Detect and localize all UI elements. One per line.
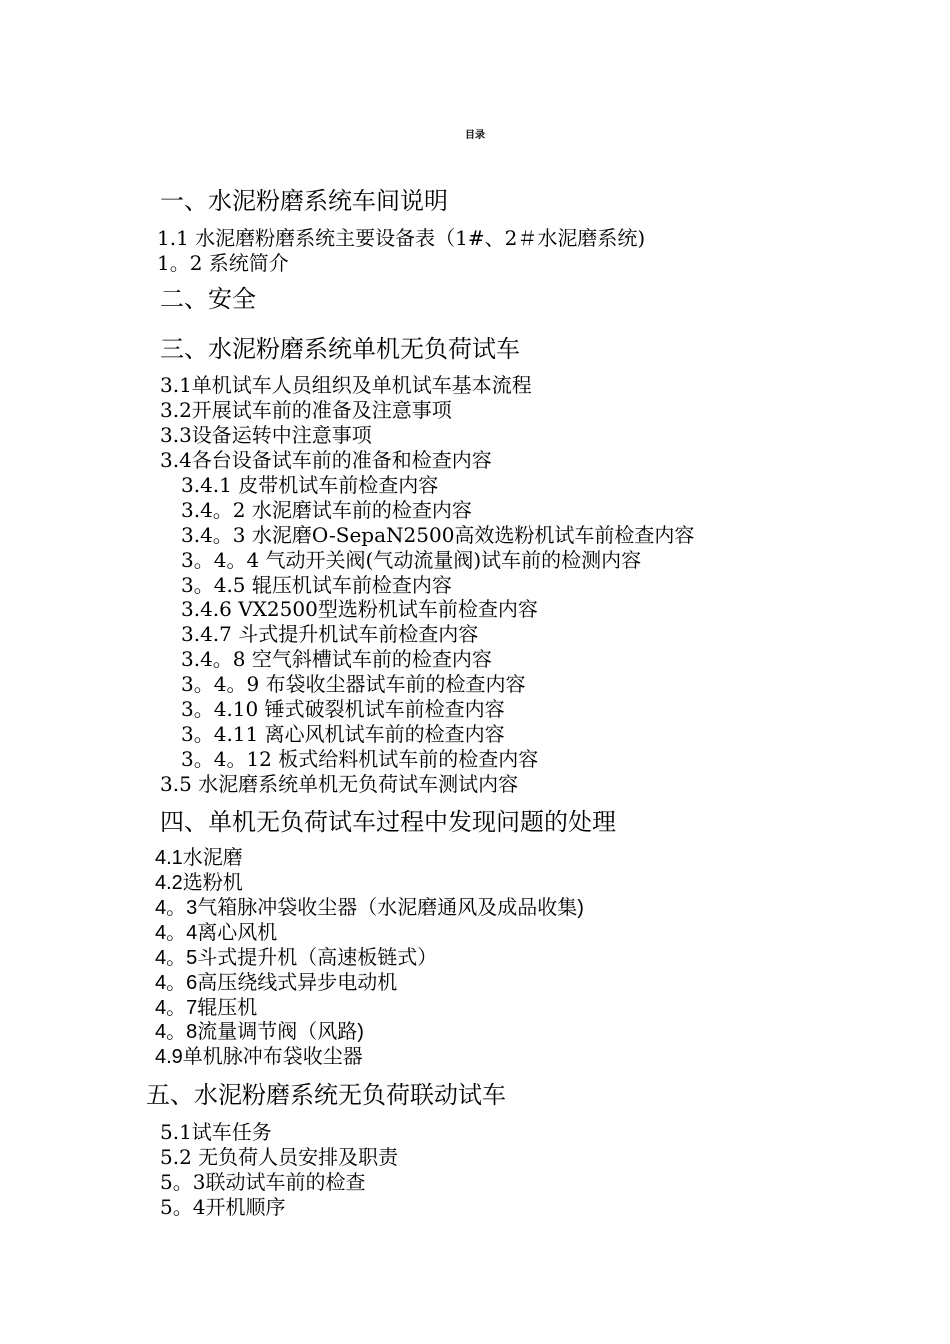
toc-item-3-4-12: 3。4。12 板式给料机试车前的检查内容 — [181, 747, 539, 771]
toc-item-4-6: 4。6高压绕线式异步电动机 — [155, 972, 398, 994]
toc-chapter-1: 一、水泥粉磨系统车间说明 — [160, 187, 448, 215]
toc-item-3-4-7: 3.4.7 斗式提升机试车前检查内容 — [181, 622, 479, 646]
toc-item-3-1: 3.1单机试车人员组织及单机试车基本流程 — [160, 373, 532, 397]
toc-item-4-9: 4.9单机脉冲布袋收尘器 — [155, 1046, 363, 1068]
toc-item-5-1: 5.1试车任务 — [160, 1120, 272, 1144]
toc-item-1-1: 1.1 水泥磨粉磨系统主要设备表（1#、2＃水泥磨系统) — [157, 226, 646, 250]
toc-item-4-2: 4.2选粉机 — [155, 872, 243, 894]
toc-item-3-4-2: 3.4。2 水泥磨试车前的检查内容 — [181, 498, 472, 522]
toc-item-3-5: 3.5 水泥磨系统单机无负荷试车测试内容 — [160, 772, 519, 796]
toc-item-4-8: 4。8流量调节阀（风路) — [155, 1021, 364, 1043]
toc-item-3-4-11: 3。4.11 离心风机试车前的检查内容 — [181, 722, 505, 746]
toc-item-3-4-3: 3.4。3 水泥磨O-SepaN2500高效选粉机试车前检查内容 — [181, 523, 695, 547]
toc-chapter-4: 四、单机无负荷试车过程中发现问题的处理 — [160, 808, 616, 836]
toc-chapter-5: 五、水泥粉磨系统无负荷联动试车 — [146, 1081, 506, 1109]
toc-item-5-3: 5。3联动试车前的检查 — [160, 1170, 366, 1194]
toc-item-3-4: 3.4各台设备试车前的准备和检查内容 — [160, 448, 492, 472]
toc-item-4-1: 4.1水泥磨 — [155, 847, 243, 869]
toc-item-5-2: 5.2 无负荷人员安排及职责 — [160, 1145, 399, 1169]
toc-item-3-4-10: 3。4.10 锤式破裂机试车前检查内容 — [181, 697, 505, 721]
toc-item-3-4-5: 3。4.5 辊压机试车前检查内容 — [181, 573, 452, 597]
toc-item-5-4: 5。4开机顺序 — [160, 1195, 286, 1219]
toc-item-4-3: 4。3气箱脉冲袋收尘器（水泥磨通风及成品收集) — [155, 897, 584, 919]
toc-item-4-4: 4。4离心风机 — [155, 922, 278, 944]
toc-chapter-3: 三、水泥粉磨系统单机无负荷试车 — [160, 335, 520, 363]
toc-item-3-2: 3.2开展试车前的准备及注意事项 — [160, 398, 452, 422]
toc-item-3-4-9: 3。4。9 布袋收尘器试车前的检查内容 — [181, 672, 526, 696]
toc-item-4-5: 4。5斗式提升机（高速板链式） — [155, 947, 438, 969]
toc-item-4-7: 4。7辊压机 — [155, 997, 258, 1019]
toc-item-3-4-6: 3.4.6 VX2500型选粉机试车前检查内容 — [181, 597, 538, 621]
toc-item-1-2: 1。2 系统简介 — [157, 251, 289, 275]
toc-item-3-4-8: 3.4。8 空气斜槽试车前的检查内容 — [181, 647, 492, 671]
page-title: 目录 — [465, 130, 485, 141]
toc-item-3-4-1: 3.4.1 皮带机试车前检查内容 — [181, 473, 439, 497]
toc-item-3-3: 3.3设备运转中注意事项 — [160, 423, 372, 447]
toc-item-3-4-4: 3。4。4 气动开关阀(气动流量阀)试车前的检测内容 — [181, 548, 642, 572]
toc-chapter-2: 二、安全 — [160, 285, 256, 313]
